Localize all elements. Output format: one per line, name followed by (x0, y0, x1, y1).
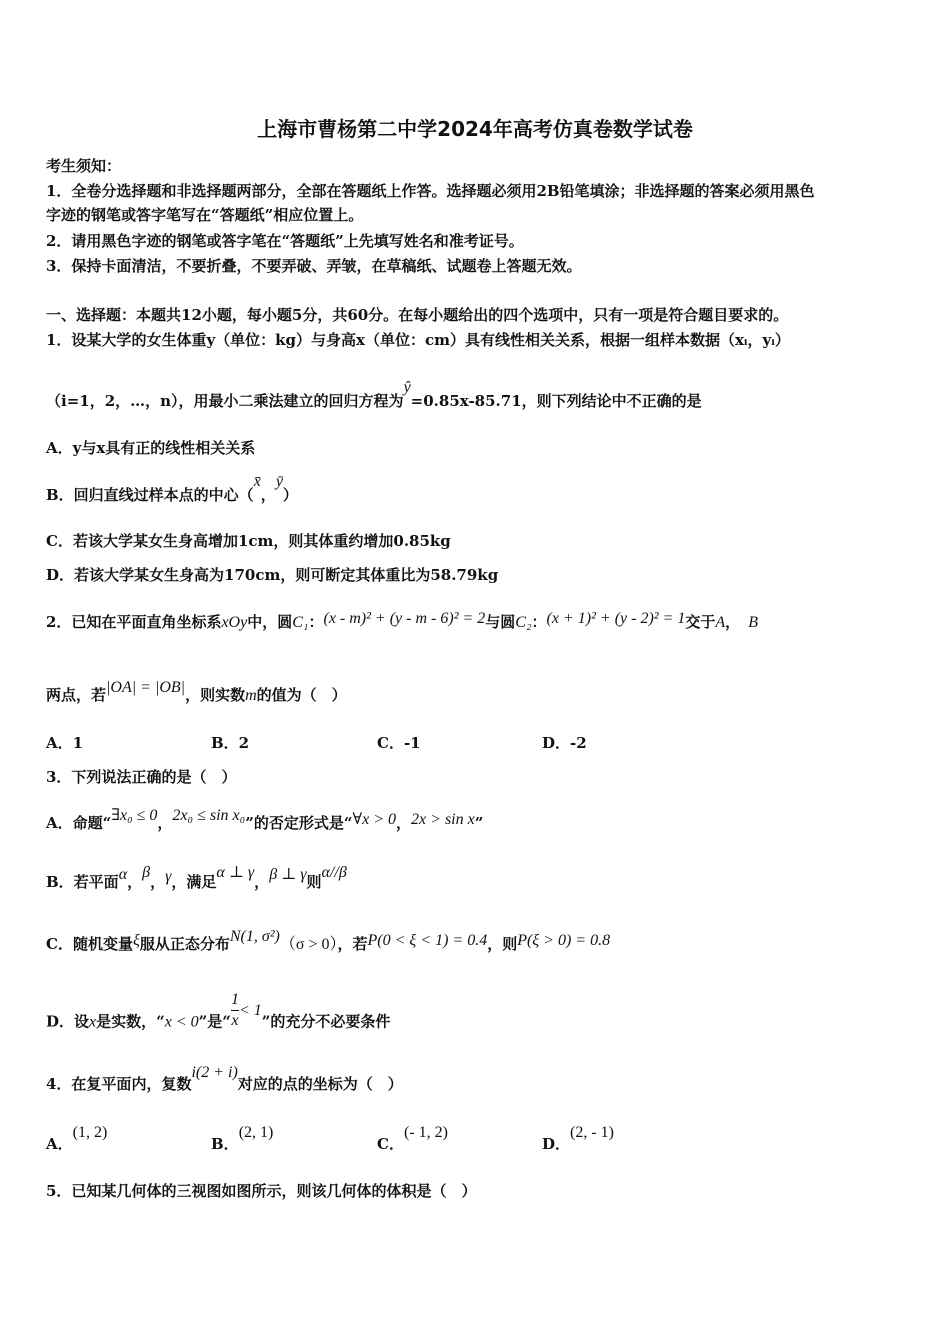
q4-stem (46, 1064, 403, 1094)
option-value: (1, 2) (72, 1124, 108, 1141)
q3-stem: 3．下列说法正确的是（ ） (46, 768, 237, 786)
q3-comma: ， (127, 873, 143, 891)
q1-b-sep: ， (260, 486, 276, 504)
option-label: B． (211, 1135, 239, 1153)
q3-text: ”是“ (198, 1012, 231, 1031)
q3-a-formula: ∀x > 0 (352, 811, 397, 828)
q1-stem: 1．设某大学的女生体重y（单位：kg）与身高x（单位：cm）具有线性相关关系，根据一组样本数据（xᵢ，yᵢ） (46, 331, 790, 349)
section-heading: 一、选择题：本题共12小题，每小题5分，共60分。在每小题给出的四个选项中，只有一项是符合题目要求的。 (46, 306, 789, 324)
notice-item: 3．保持卡面清洁，不要折叠，不要弄破、弄皱，在草稿纸、试题卷上答题无效。 (46, 257, 582, 275)
q3-b-formula: α//β (321, 864, 347, 881)
variable-m: m (245, 687, 257, 704)
q1-option-b (46, 473, 298, 505)
q2-option-a: A．1 (46, 734, 84, 752)
circle-c1-equation: (x - m)² + (y - m - 6)² = 2 (323, 610, 486, 627)
q3-comma: ， (254, 873, 270, 891)
q2-text: ，则实数 (185, 686, 246, 704)
q3-text: ，满足 (171, 873, 217, 891)
option-label: A． (46, 1135, 73, 1153)
q3-comma: ， (150, 873, 166, 891)
normal-distribution: N(1, σ²) (229, 928, 280, 945)
probability-formula: P(ξ > 0) = 0.8 (517, 932, 611, 949)
q2-option-c: C．-1 (377, 734, 421, 752)
notice-item: 1．全卷分选择题和非选择题两部分，全部在答题纸上作答。选择题必须用2B铅笔填涂；非选择题的答案必须用黑色 (46, 182, 815, 200)
option-label: C． (377, 1135, 404, 1153)
fraction-denominator: x (231, 1012, 239, 1029)
q5-stem: 5．已知某几何体的三视图如图所示，则该几何体的体积是（ ） (46, 1182, 477, 1200)
q3-a-formula: 2x₀ ≤ sin x₀ (172, 807, 246, 824)
q3-text: B．若平面 (46, 873, 119, 891)
xbar-symbol: x̄ (253, 473, 261, 490)
q3-text: ，则 (487, 935, 518, 953)
q1-option-d: D．若该大学某女生身高为170cm，则可断定其体重比为58.79kg (46, 566, 499, 584)
q3-a-formula: 2x > sin x (411, 811, 475, 828)
q3-option-d (46, 991, 391, 1043)
q1-option-c: C．若该大学某女生身高增加1cm，则其体重约增加0.85kg (46, 532, 451, 550)
q3-text: 服从正态分布 (139, 935, 230, 953)
ybar-symbol: ȳ (275, 473, 283, 490)
notice-heading: 考生须知： (46, 157, 122, 175)
option-label: D． (542, 1135, 571, 1153)
q3-a-formula: ∃x₀ ≤ 0 (111, 807, 158, 824)
notice-item: 2．请用黑色字迹的钢笔或答字笔在“答题纸”上先填写姓名和准考证号。 (46, 232, 524, 250)
q1-text: =0.85x-85.71，则下列结论中不正确的是 (410, 392, 702, 410)
q3-text: 则 (306, 873, 322, 891)
coord-system: xOy (221, 614, 248, 631)
q2-option-d: D．-2 (542, 734, 587, 752)
q4-option-a (46, 1124, 108, 1154)
q1-b-text: B．回归直线过样本点的中心（ (46, 486, 254, 504)
q2-text: 交于 (685, 613, 716, 631)
gamma-symbol: γ (165, 868, 172, 885)
xi-symbol: ξ (132, 932, 140, 949)
notice-item: 字迹的钢笔或答字笔写在“答题纸”相应位置上。 (46, 206, 364, 224)
circle-c1: C₁ (292, 614, 309, 631)
q1-stem-cont (46, 379, 702, 411)
q2-text: 与圆 (485, 613, 516, 631)
q3-comma: ， (396, 814, 412, 832)
complex-expression: i(2 + i) (191, 1064, 238, 1081)
q2-condition: |OA| = |OB| (106, 679, 186, 696)
q3-b-formula: α ⊥ γ (216, 864, 255, 881)
circle-c2-equation: (x + 1)² + (y - 2)² = 1 (546, 610, 686, 627)
yhat-symbol: ŷ (403, 379, 411, 396)
q2-text: 两点，若 (46, 686, 107, 704)
q3-text: ”的充分不必要条件 (261, 1012, 391, 1031)
q2-stem (46, 611, 758, 632)
option-value: (2, - 1) (570, 1124, 614, 1141)
q3-option-a (46, 807, 484, 833)
q4-option-d (542, 1124, 614, 1154)
q3-option-b (46, 864, 347, 892)
q3-text: ”的否定形式是“ (245, 814, 353, 832)
q2-colon: ： (308, 613, 324, 631)
fraction (231, 990, 239, 1031)
q3-d-formula: < 1 (238, 1001, 262, 1019)
q2-colon: ： (531, 613, 547, 631)
circle-c2: C₂ (515, 614, 532, 631)
q3-b-formula: β ⊥ γ (269, 866, 307, 883)
point-b: B (748, 614, 758, 631)
alpha-symbol: α (118, 866, 128, 883)
q4-option-b (211, 1124, 274, 1154)
q3-text: D．设 (46, 1012, 90, 1031)
point-a: A (715, 614, 726, 631)
q1-b-end: ） (282, 486, 298, 504)
q2-stem-cont (46, 679, 347, 705)
q4-option-c (377, 1124, 448, 1154)
q3-text: ” (474, 814, 484, 832)
q4-text: 对应的点的坐标为（ ） (237, 1075, 403, 1093)
variable-x: x (89, 1013, 97, 1031)
q3-text: 是实数，“ (96, 1012, 165, 1031)
beta-symbol: β (142, 864, 151, 881)
sigma-condition: （σ > 0） (279, 936, 338, 953)
q3-d-formula: x < 0 (164, 1013, 199, 1031)
q3-option-c (46, 928, 611, 954)
q2-option-b: B．2 (211, 734, 250, 752)
q2-text: 2．已知在平面直角坐标系 (46, 613, 222, 631)
option-value: (- 1, 2) (403, 1124, 448, 1141)
q3-text: ，若 (337, 935, 368, 953)
q2-text: 的值为（ ） (256, 686, 347, 704)
q1-text: （i=1，2，…，n），用最小二乘法建立的回归方程为 (46, 392, 404, 410)
option-value: (2, 1) (238, 1124, 274, 1141)
q4-text: 4．在复平面内，复数 (46, 1075, 192, 1093)
q1-option-a: A．y与x具有正的线性相关关系 (46, 439, 256, 457)
q3-text: A．命题“ (46, 814, 112, 832)
probability-formula: P(0 < ξ < 1) = 0.4 (367, 932, 488, 949)
page-title: 上海市曹杨第二中学2024年高考仿真卷数学试卷 (257, 117, 693, 141)
q2-comma: ， (725, 613, 741, 631)
q3-comma: ， (157, 814, 173, 832)
fraction-numerator: 1 (231, 990, 239, 1011)
q2-text: 中，圆 (247, 613, 293, 631)
q3-text: C．随机变量 (46, 935, 133, 953)
